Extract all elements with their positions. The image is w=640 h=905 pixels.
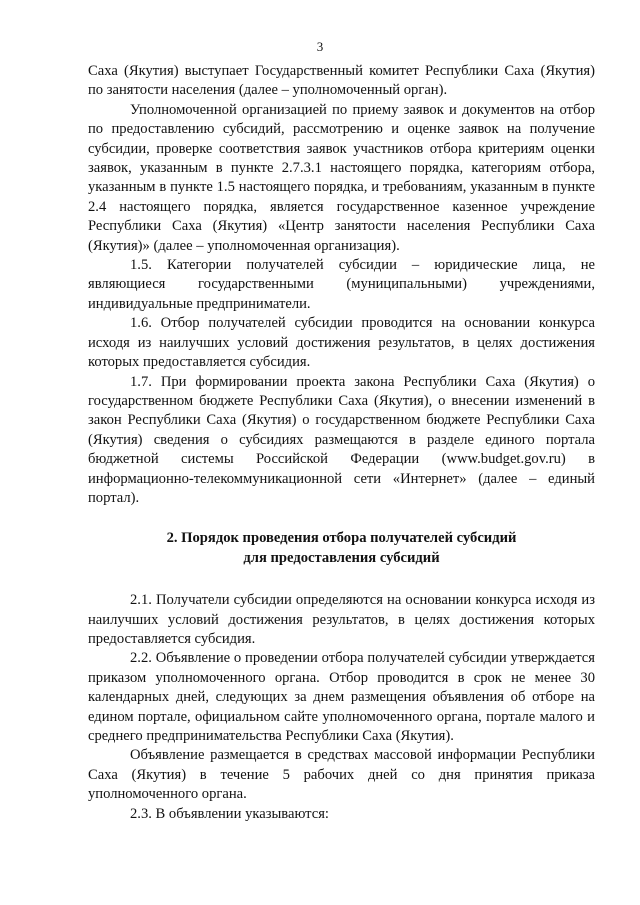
section-2-heading [88, 529, 595, 568]
paragraph: Саха (Якутия) выступает Государственный комитет Республики Саха (Якутия) по занятости населения (далее – уполномоченный орган). [88, 63, 595, 99]
section-1-continuation [88, 62, 595, 508]
page-number: 3 [316, 39, 324, 54]
document-body [88, 62, 595, 824]
paragraph: Уполномоченной организацией по приему заявок и документов на отбор по предоставлению субсидий, рассмотрению и оценке заявок на получение субсидии, проверке соответствия заявок участников отбора критериям оценки заявок, указанным в пункте 2.7.3.1 настоящего порядка, категориям отбора, указанным в пункте 1.5 настоящего порядка, и требованиям, указанным в пункте 2.4 настоящего порядка, является государственное казенное учреждение Республики Саха (Якутия) «Центр занятости населения Республики Саха (Якутия)» (далее – уполномоченная организация). [88, 101, 595, 254]
paragraph: 1.5. Категории получателей субсидии – юридические лица, не являющиеся государственными (муниципальными) учреждениями, индивидуальные предприниматели. [88, 257, 595, 312]
paragraph: 1.7. При формировании проекта закона Республики Саха (Якутия) о государственном бюджете Республики Саха (Якутия), о внесении изменений в закон Республики Саха (Якутия) о государственном бюджете Республики Саха (Якутия) сведения о субсидиях размещаются в разделе единого портала бюджетной системы Российской Федерации (www.budget.gov.ru) в информационно-телекоммуникационной сети «Интернет» (далее – единый портал). [88, 373, 595, 506]
paragraph: 2.3. В объявлении указываются: [130, 805, 329, 822]
section-2-body [88, 591, 595, 824]
heading-line: для предоставления субсидий [243, 549, 440, 566]
heading-line: 2. Порядок проведения отбора получателей субсидий [166, 530, 517, 547]
paragraph: 2.1. Получатели субсидии определяются на основании конкурса исходя из наилучших условий достижения результатов, в целях достижения которых предоставляется субсидия. [88, 592, 595, 647]
paragraph: 2.2. Объявление о проведении отбора получателей субсидии утверждается приказом уполномоченного органа. Отбор проводится в срок не менее 30 календарных дней, следующих за днем размещения объявления об отборе на едином портале, официальном сайте уполномоченного органа, портале малого и среднего предпринимательства Республики Саха (Якутия). [88, 650, 595, 744]
paragraph: Объявление размещается в средствах массовой информации Республики Саха (Якутия) в течение 5 рабочих дней со дня принятия приказа уполномоченного органа. [88, 747, 595, 803]
paragraph: 1.6. Отбор получателей субсидии проводится на основании конкурса исходя из наилучших условий достижения результатов, в целях достижения которых предоставляется субсидия. [88, 315, 595, 371]
